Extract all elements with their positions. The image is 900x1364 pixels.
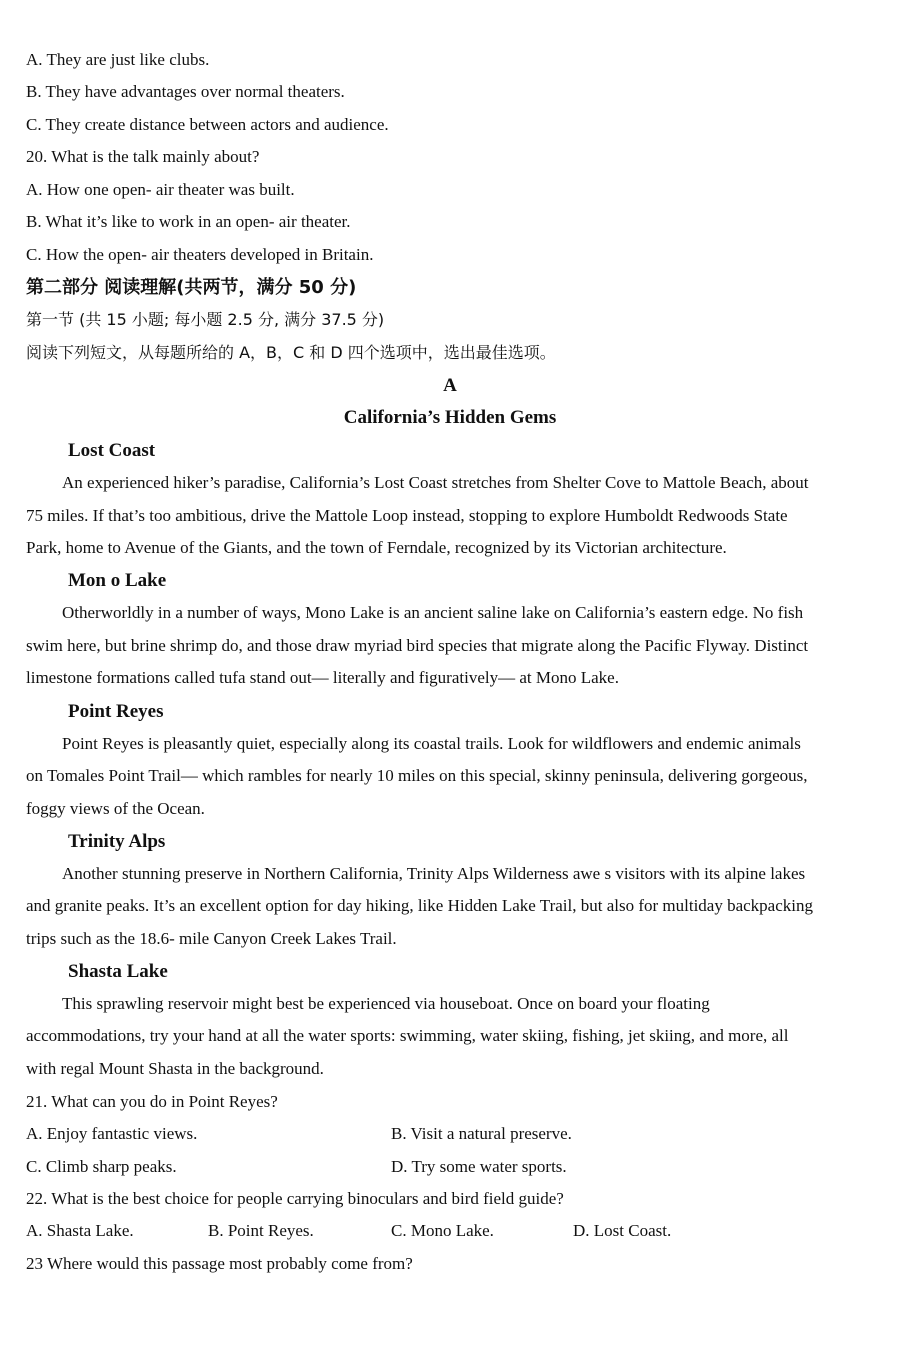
- q19-option-c: C. They create distance between actors and audience.: [26, 115, 389, 134]
- paragraph-line: and granite peaks. It’s an excellent option for day hiking, like Hidden Lake Trail, but also for multiday backpacking: [26, 896, 813, 915]
- section-heading: Trinity Alps: [68, 831, 166, 852]
- q21-option-b: B. Visit a natural preserve.: [391, 1124, 572, 1143]
- q20-option-b: B. What it’s like to work in an open- air theater.: [26, 212, 351, 231]
- q22-option-c: C. Mono Lake.: [391, 1221, 494, 1240]
- paragraph-line: foggy views of the Ocean.: [26, 799, 205, 818]
- q20-option-a: A. How one open- air theater was built.: [26, 180, 295, 199]
- q22-option-b: B. Point Reyes.: [208, 1221, 314, 1240]
- paragraph-line: limestone formations called tufa stand out— literally and figuratively— at Mono Lake.: [26, 668, 619, 687]
- paragraph-line: with regal Mount Shasta in the background.: [26, 1059, 324, 1078]
- q19-option-b: B. They have advantages over normal theaters.: [26, 82, 345, 101]
- section-heading: Point Reyes: [68, 701, 164, 722]
- section-heading: Mon o Lake: [68, 570, 167, 591]
- q19-option-a: A. They are just like clubs.: [26, 50, 210, 69]
- paragraph-line: trips such as the 18.6- mile Canyon Creek Lakes Trail.: [26, 929, 397, 948]
- q21-option-c: C. Climb sharp peaks.: [26, 1157, 177, 1176]
- passage-title: California’s Hidden Gems: [343, 407, 557, 428]
- paragraph-line: Park, home to Avenue of the Giants, and the town of Ferndale, recognized by its Victorian architecture.: [26, 538, 727, 557]
- paragraph-line: Point Reyes is pleasantly quiet, especially along its coastal trails. Look for wildflowers and endemic animals: [62, 734, 801, 753]
- passage-letter: A: [443, 375, 457, 396]
- q20-question: 20. What is the talk mainly about?: [26, 147, 260, 166]
- section1-note: 第一节 (共 15 小题; 每小题 2.5 分, 满分 37.5 分): [26, 310, 385, 329]
- paragraph-line: Otherworldly in a number of ways, Mono Lake is an ancient saline lake on California’s eastern edge. No fish: [62, 603, 804, 622]
- q22-option-a: A. Shasta Lake.: [26, 1221, 134, 1240]
- q22-question: 22. What is the best choice for people carrying binoculars and bird field guide?: [26, 1189, 564, 1208]
- q21-option-d: D. Try some water sports.: [391, 1157, 567, 1176]
- paragraph-line: Another stunning preserve in Northern California, Trinity Alps Wilderness awe s visitors with its alpine lakes: [62, 864, 806, 883]
- q21-option-a: A. Enjoy fantastic views.: [26, 1124, 198, 1143]
- part2-title: 第二部分 阅读理解(共两节，满分 50 分): [26, 277, 357, 298]
- paragraph-line: An experienced hiker’s paradise, California’s Lost Coast stretches from Shelter Cove to Mattole Beach, about: [62, 473, 809, 492]
- paragraph-line: accommodations, try your hand at all the water sports: swimming, water skiing, fishing, jet skiing, and more, all: [26, 1026, 789, 1045]
- q23-question: 23 Where would this passage most probably come from?: [26, 1254, 413, 1273]
- q21-question: 21. What can you do in Point Reyes?: [26, 1092, 278, 1111]
- paragraph-line: on Tomales Point Trail— which rambles for nearly 10 miles on this special, skinny peninsula, delivering gorgeous,: [26, 766, 808, 785]
- paragraph-line: swim here, but brine shrimp do, and those draw myriad bird species that migrate along the Pacific Flyway. Distinct: [26, 636, 809, 655]
- q22-option-d: D. Lost Coast.: [573, 1221, 672, 1240]
- q20-option-c: C. How the open- air theaters developed in Britain.: [26, 245, 374, 264]
- paragraph-line: 75 miles. If that’s too ambitious, drive the Mattole Loop instead, stopping to explore Humboldt Redwoods State: [26, 506, 788, 525]
- instruction: 阅读下列短文，从每题所给的 A，B，C 和 D 四个选项中，选出最佳选项。: [26, 343, 556, 362]
- section-heading: Shasta Lake: [68, 961, 168, 982]
- section-heading: Lost Coast: [68, 440, 156, 461]
- paragraph-line: This sprawling reservoir might best be experienced via houseboat. Once on board your floating: [62, 994, 710, 1013]
